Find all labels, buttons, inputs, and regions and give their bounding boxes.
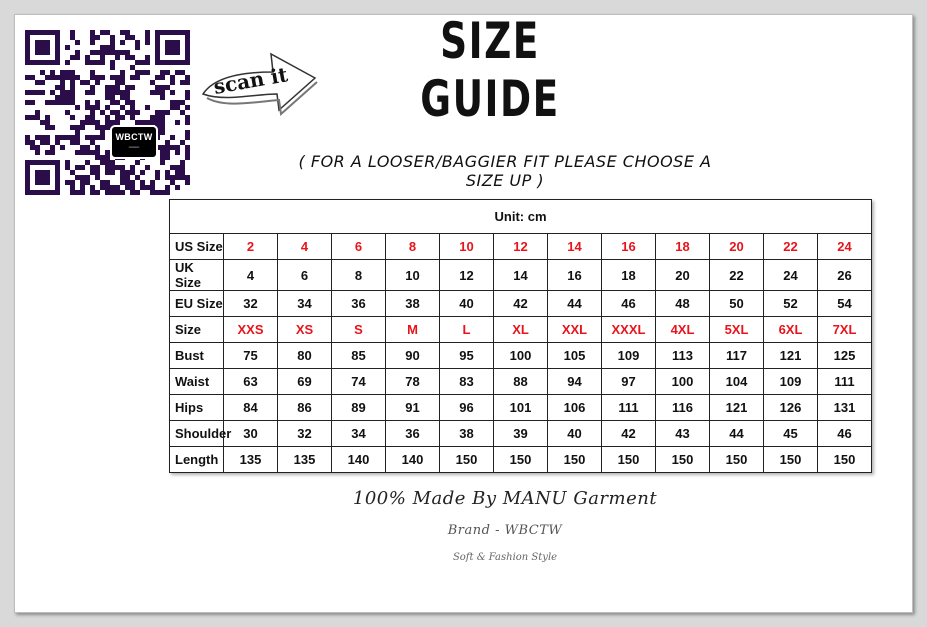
table-cell: 34 <box>278 291 332 317</box>
table-cell: 46 <box>602 291 656 317</box>
table-cell: 6XL <box>764 317 818 343</box>
table-cell: 150 <box>656 447 710 473</box>
row-label: EU Size <box>170 291 224 317</box>
table-cell: 8 <box>332 260 386 291</box>
table-cell: 150 <box>710 447 764 473</box>
table-cell: 16 <box>548 260 602 291</box>
table-cell: 46 <box>818 421 872 447</box>
qr-code <box>25 30 191 195</box>
row-label: US Size <box>170 234 224 260</box>
table-cell: XXXL <box>602 317 656 343</box>
table-cell: 32 <box>278 421 332 447</box>
table-cell: 150 <box>440 447 494 473</box>
size-chart-table <box>169 199 872 473</box>
table-cell: 4 <box>278 234 332 260</box>
table-cell: 126 <box>764 395 818 421</box>
table-cell: 150 <box>818 447 872 473</box>
table-cell: 30 <box>224 421 278 447</box>
table-cell: L <box>440 317 494 343</box>
table-cell: 16 <box>602 234 656 260</box>
table-cell: 100 <box>656 369 710 395</box>
table-cell: 18 <box>656 234 710 260</box>
table-cell: 100 <box>494 343 548 369</box>
table-cell: 42 <box>602 421 656 447</box>
row-label: Length <box>170 447 224 473</box>
table-cell: 78 <box>386 369 440 395</box>
table-row <box>170 317 872 343</box>
row-label: Waist <box>170 369 224 395</box>
table-cell: 117 <box>710 343 764 369</box>
table-row <box>170 447 872 473</box>
table-cell: 10 <box>386 260 440 291</box>
table-cell: 104 <box>710 369 764 395</box>
table-cell: 105 <box>548 343 602 369</box>
table-cell: 109 <box>764 369 818 395</box>
table-cell: 45 <box>764 421 818 447</box>
table-cell: 135 <box>224 447 278 473</box>
qr-brand-text: WBCTW <box>115 132 153 142</box>
table-cell: 94 <box>548 369 602 395</box>
table-cell: 91 <box>386 395 440 421</box>
table-cell: 7XL <box>818 317 872 343</box>
scan-arrow-icon <box>195 32 325 127</box>
table-cell: 10 <box>440 234 494 260</box>
table-cell: XL <box>494 317 548 343</box>
made-by-text: 100% Made By MANU Garment <box>352 488 658 509</box>
table-cell: 95 <box>440 343 494 369</box>
table-cell: 20 <box>710 234 764 260</box>
table-cell: 5XL <box>710 317 764 343</box>
table-row <box>170 291 872 317</box>
table-cell: 50 <box>710 291 764 317</box>
table-cell: 90 <box>386 343 440 369</box>
table-cell: 85 <box>332 343 386 369</box>
table-cell: 131 <box>818 395 872 421</box>
table-cell: 80 <box>278 343 332 369</box>
table-cell: 26 <box>818 260 872 291</box>
table-row <box>170 234 872 260</box>
table-cell: 6 <box>332 234 386 260</box>
table-cell: 113 <box>656 343 710 369</box>
table-cell: 24 <box>764 260 818 291</box>
table-cell: 14 <box>548 234 602 260</box>
fit-note: ( FOR A LOOSER/BAGGIER FIT PLEASE CHOOSE A SIZE UP ) <box>298 152 712 190</box>
table-cell: 101 <box>494 395 548 421</box>
brand-text: Brand - WBCTW <box>447 523 563 538</box>
table-cell: 6 <box>278 260 332 291</box>
table-cell: 12 <box>494 234 548 260</box>
table-cell: 40 <box>548 421 602 447</box>
table-cell: 43 <box>656 421 710 447</box>
scan-it-label: scan it <box>211 62 290 99</box>
table-cell: 150 <box>548 447 602 473</box>
table-row <box>170 369 872 395</box>
table-cell: 4 <box>224 260 278 291</box>
table-cell: 83 <box>440 369 494 395</box>
table-cell: 4XL <box>656 317 710 343</box>
table-cell: 52 <box>764 291 818 317</box>
table-cell: 42 <box>494 291 548 317</box>
table-cell: 111 <box>602 395 656 421</box>
table-cell: 48 <box>656 291 710 317</box>
unit-row <box>170 200 872 234</box>
table-cell: 106 <box>548 395 602 421</box>
table-cell: 69 <box>278 369 332 395</box>
table-cell: 116 <box>656 395 710 421</box>
row-label: Bust <box>170 343 224 369</box>
style-text: Soft & Fashion Style <box>452 552 558 563</box>
table-cell: 44 <box>548 291 602 317</box>
table-cell: 20 <box>656 260 710 291</box>
qr-brand-subtext: ▪▪▪▪▪▪▪▪▪▪ <box>128 145 140 149</box>
table-cell: 150 <box>602 447 656 473</box>
table-cell: XS <box>278 317 332 343</box>
table-cell: 14 <box>494 260 548 291</box>
table-row <box>170 343 872 369</box>
table-cell: 121 <box>710 395 764 421</box>
qr-code-graphic <box>25 30 191 195</box>
qr-brand-badge <box>110 125 158 159</box>
table-cell: 38 <box>386 291 440 317</box>
table-cell: 32 <box>224 291 278 317</box>
table-cell: 44 <box>710 421 764 447</box>
table-cell: 63 <box>224 369 278 395</box>
table-cell: 150 <box>494 447 548 473</box>
table-cell: 12 <box>440 260 494 291</box>
table-cell: 34 <box>332 421 386 447</box>
table-cell: 135 <box>278 447 332 473</box>
table-cell: 22 <box>710 260 764 291</box>
table-cell: 24 <box>818 234 872 260</box>
row-label: Size <box>170 317 224 343</box>
table-cell: 84 <box>224 395 278 421</box>
table-cell: 88 <box>494 369 548 395</box>
page-title: SIZE GUIDE <box>420 12 560 128</box>
table-cell: 39 <box>494 421 548 447</box>
table-row <box>170 421 872 447</box>
table-cell: 36 <box>332 291 386 317</box>
table-cell: 8 <box>386 234 440 260</box>
table-cell: 74 <box>332 369 386 395</box>
table-cell: XXS <box>224 317 278 343</box>
table-cell: 125 <box>818 343 872 369</box>
table-cell: 18 <box>602 260 656 291</box>
table-cell: 140 <box>332 447 386 473</box>
table-cell: 96 <box>440 395 494 421</box>
table-cell: 97 <box>602 369 656 395</box>
table-cell: XXL <box>548 317 602 343</box>
table-cell: 140 <box>386 447 440 473</box>
table-cell: 89 <box>332 395 386 421</box>
table-cell: M <box>386 317 440 343</box>
table-cell: 54 <box>818 291 872 317</box>
table-cell: 2 <box>224 234 278 260</box>
table-cell: 86 <box>278 395 332 421</box>
unit-label: Unit: cm <box>170 200 872 234</box>
table-cell: 36 <box>386 421 440 447</box>
row-label: Hips <box>170 395 224 421</box>
table-row <box>170 260 872 291</box>
table-cell: 40 <box>440 291 494 317</box>
table-cell: 111 <box>818 369 872 395</box>
table-cell: S <box>332 317 386 343</box>
table-cell: 75 <box>224 343 278 369</box>
row-label: UK Size <box>170 260 224 291</box>
table-cell: 22 <box>764 234 818 260</box>
table-row <box>170 395 872 421</box>
table-cell: 109 <box>602 343 656 369</box>
table-cell: 121 <box>764 343 818 369</box>
table-cell: 38 <box>440 421 494 447</box>
table-cell: 150 <box>764 447 818 473</box>
row-label: Shoulder <box>170 421 224 447</box>
